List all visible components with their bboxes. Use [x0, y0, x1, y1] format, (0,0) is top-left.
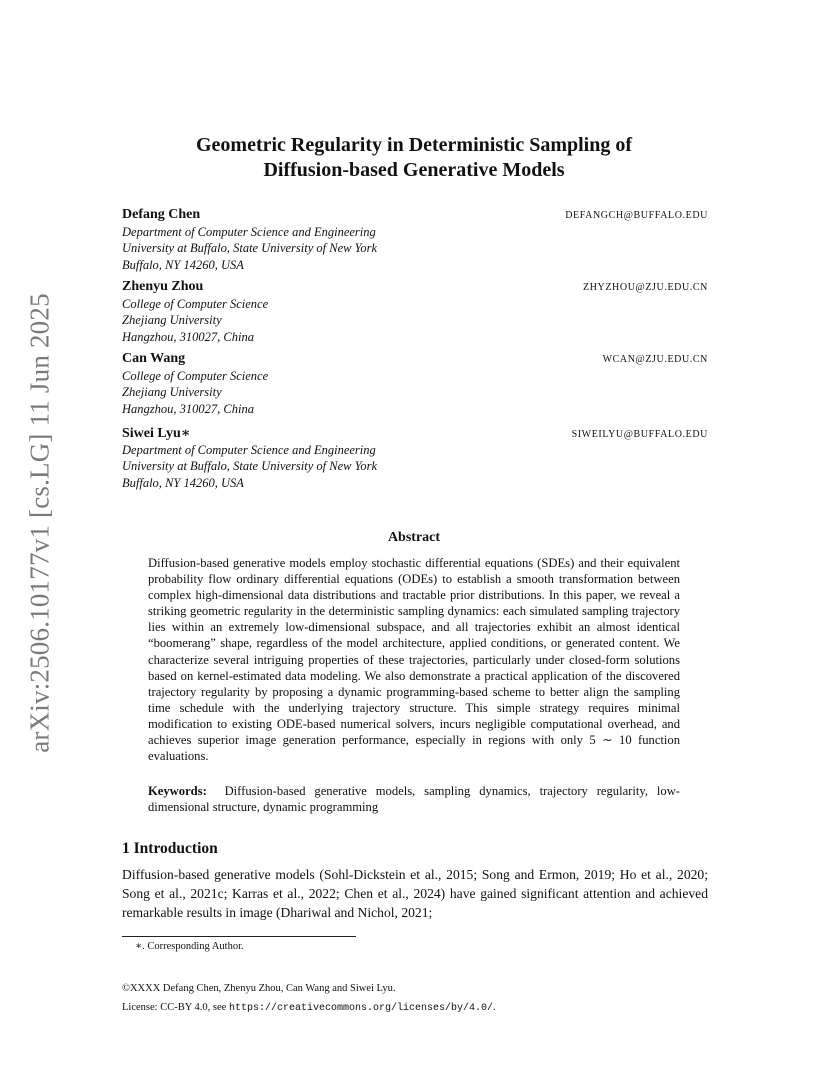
copyright-notice: ©XXXX Defang Chen, Zhenyu Zhou, Can Wang and Siwei Lyu.: [122, 983, 396, 994]
abstract-heading: Abstract: [387, 530, 441, 545]
keywords-text: Diffusion-based generative models, sampling dynamics, trajectory regularity, low-dimensional structure, dynamic programming: [148, 784, 680, 815]
author-affiliation: Zhejiang University: [122, 313, 222, 328]
author-block: [122, 351, 708, 417]
abstract-body: Diffusion-based generative models employ stochastic differential equations (SDEs) and their equivalent probability flow ordinary differential equations (ODEs) to establish a smooth transformation between complex high-dimensional data distributions and tractable prior distributions. In this paper, we reveal a striking geometric regularity in the deterministic sampling dynamics: each simulated sampling trajectory lies within an extremely low-dimensional subspace, and all trajectories exhibit an almost identical “boomerang” shape, regardless of the model architecture, applied conditions, or generated content. We characterize several intriguing properties of these trajectories, particularly under closed-form solutions based on kernel-estimated data modeling. We also demonstrate a practical application of the discovered trajectory regularity by proposing a dynamic programming-based scheme to better align the sampling time schedule with the underlying trajectory structure. This simple strategy requires minimal modification to existing ODE-based numerical solvers, incurs negligible computational overhead, and achieves superior image generation performance, especially in regions with only 5 ∼ 10 function evaluations.: [148, 556, 680, 764]
introduction-text: Diffusion-based generative models (Sohl-Dickstein et al., 2015; Song and Ermon, 2019; Ho et al., 2020; Song et al., 2021c; Karras et al., 2022; Chen et al., 2024) have gained significant attention and achieved remarkable results in image (Dhariwal and Nichol, 2021;: [122, 867, 708, 921]
author-affiliation: Buffalo, NY 14260, USA: [122, 257, 244, 272]
author-email[interactable]: WCAN@ZJU.EDU.CN: [602, 354, 708, 365]
author-affiliation: Department of Computer Science and Engineering: [122, 225, 376, 239]
keywords-label: Keywords:: [148, 784, 207, 798]
author-affiliation: Hangzhou, 310027, China: [122, 329, 254, 344]
author-email[interactable]: DEFANGCH@BUFFALO.EDU: [565, 210, 708, 221]
license-link[interactable]: https://creativecommons.org/licenses/by/4.0/: [228, 1003, 493, 1014]
author-email[interactable]: ZHYZHOU@ZJU.EDU.CN: [583, 282, 708, 293]
keywords-paragraph: [148, 783, 680, 815]
author-affiliation: University at Buffalo, State University of New York: [122, 459, 378, 474]
author-affiliation: College of Computer Science: [122, 369, 269, 383]
author-block: [122, 279, 708, 345]
license-prefix: License: CC-BY 4.0, see: [122, 1002, 229, 1013]
title-line-2: Diffusion-based Generative Models: [263, 159, 565, 181]
author-affiliation: Buffalo, NY 14260, USA: [122, 475, 244, 490]
author-email[interactable]: SIWEILYU@BUFFALO.EDU: [571, 429, 708, 440]
author-name: Defang Chen: [122, 207, 201, 222]
author-affiliation: College of Computer Science: [122, 297, 269, 311]
license-notice: [122, 1002, 496, 1014]
license-suffix: .: [492, 1002, 496, 1013]
author-affiliation: University at Buffalo, State University of New York: [122, 241, 378, 256]
section-heading: 1 Introduction: [122, 840, 218, 857]
author-name: Zhenyu Zhou: [122, 279, 204, 294]
author-block: [122, 207, 708, 273]
author-affiliation: Hangzhou, 310027, China: [122, 401, 254, 416]
footnote-rule: [122, 936, 356, 937]
author-affiliation: Department of Computer Science and Engineering: [122, 443, 376, 457]
footnote: ∗. Corresponding Author.: [135, 941, 244, 952]
paper-title: [0, 133, 828, 183]
title-line-1: Geometric Regularity in Deterministic Sampling of: [195, 134, 633, 156]
arxiv-identifier-stamp: arXiv:2506.10177v1 [cs.LG] 11 Jun 2025: [24, 293, 55, 753]
author-name: Siwei Lyu∗: [122, 426, 191, 441]
author-name: Can Wang: [122, 351, 186, 366]
author-affiliation: Zhejiang University: [122, 385, 222, 400]
author-block: [122, 425, 708, 491]
